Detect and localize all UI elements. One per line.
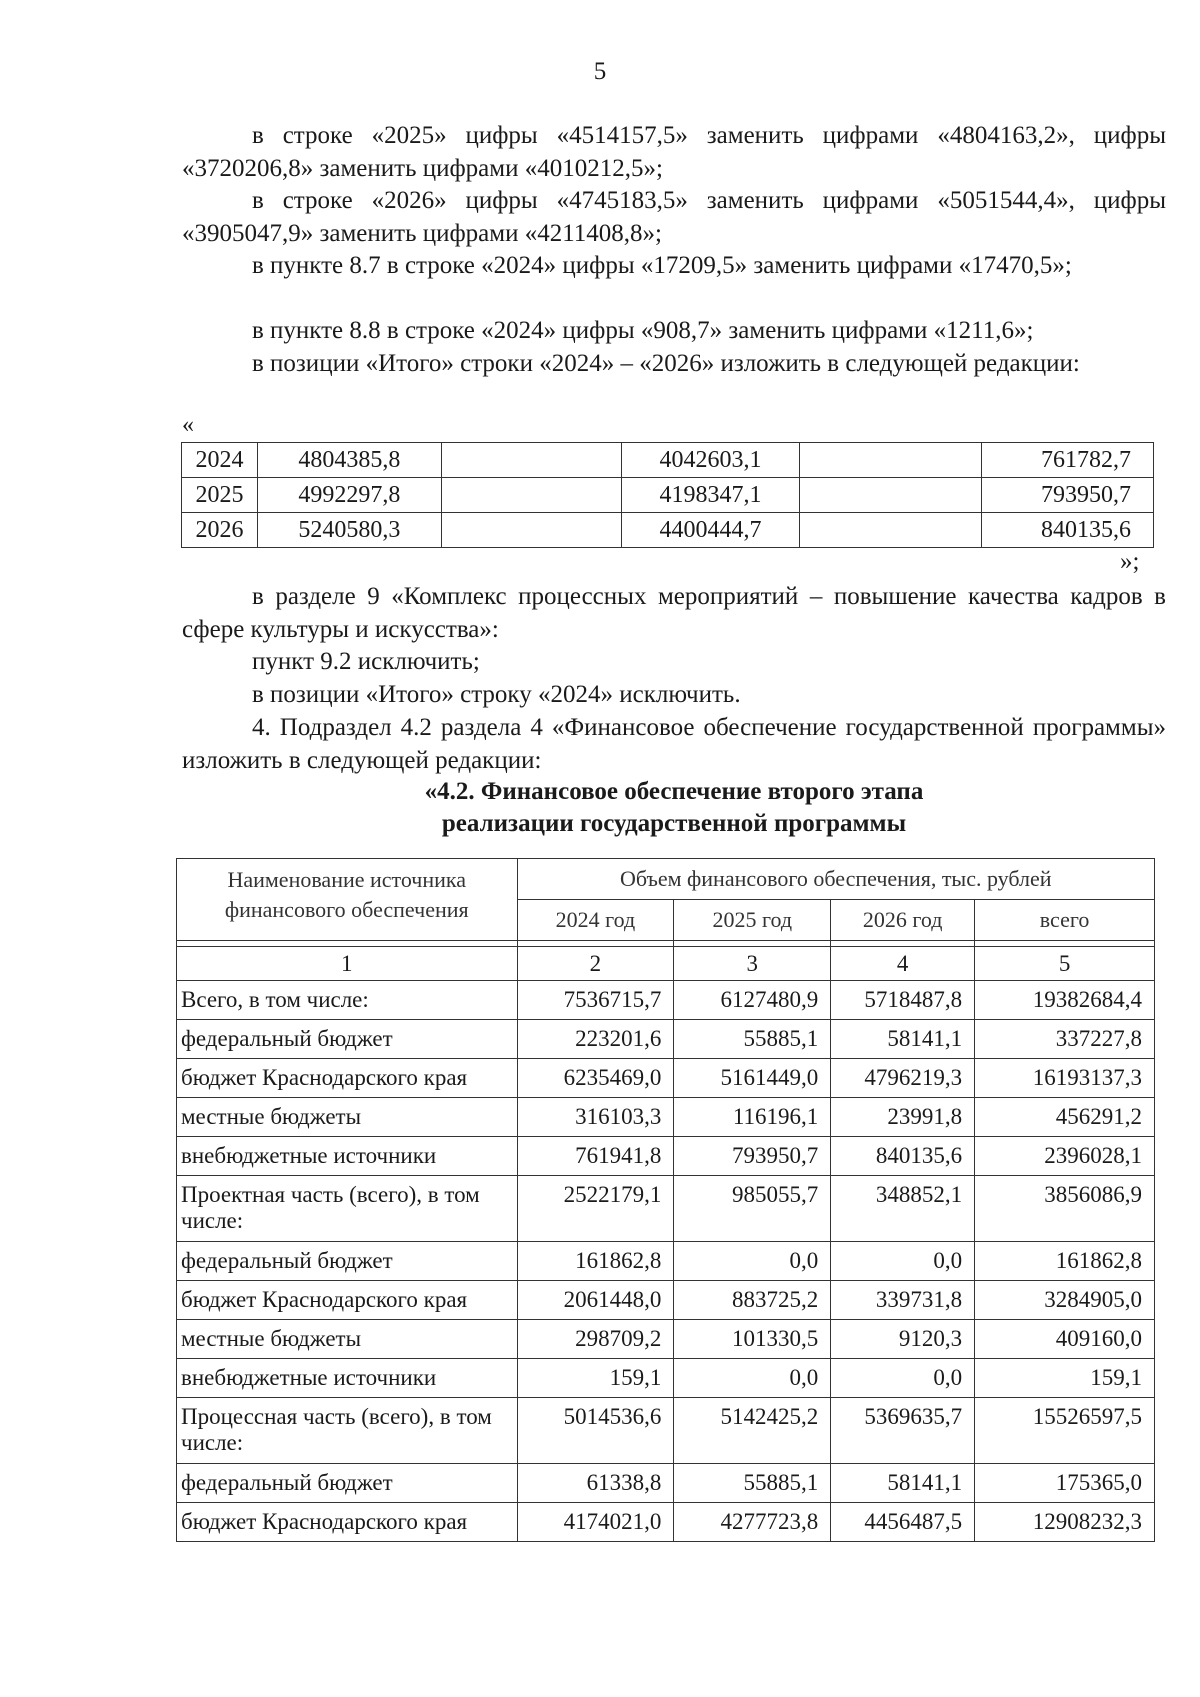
row-value-v2026: 4796219,3 <box>831 1059 975 1098</box>
header-year: 2024 год <box>517 900 674 941</box>
paragraph: в позиции «Итого» строки «2024» – «2026» изложить в следующей редакции: <box>252 350 1080 377</box>
table-row <box>177 1176 1155 1242</box>
row-value-v2025: 0,0 <box>674 1242 831 1281</box>
totals-cell-c5 <box>800 478 982 513</box>
totals-table <box>181 442 1154 548</box>
totals-cell-c3 <box>441 443 621 478</box>
quote-close-mark: »; <box>1120 548 1140 575</box>
table-row <box>177 1281 1155 1320</box>
table-row <box>177 1359 1155 1398</box>
totals-cell-c5 <box>800 513 982 548</box>
row-value-total: 19382684,4 <box>975 981 1155 1020</box>
row-label: федеральный бюджет <box>177 1464 518 1503</box>
row-value-v2025: 5142425,2 <box>674 1398 831 1464</box>
totals-row <box>182 478 1154 513</box>
row-value-v2025: 116196,1 <box>674 1098 831 1137</box>
column-number: 5 <box>975 947 1155 981</box>
table-row <box>177 981 1155 1020</box>
row-label: внебюджетные источники <box>177 1359 518 1398</box>
table-row <box>177 1137 1155 1176</box>
row-value-v2026: 339731,8 <box>831 1281 975 1320</box>
header-volume: Объем финансового обеспечения, тыс. рублей <box>517 859 1155 900</box>
table-row <box>177 1059 1155 1098</box>
header-source: Наименование источника финансового обеспечения <box>177 859 518 941</box>
column-number: 3 <box>674 947 831 981</box>
row-value-total: 16193137,3 <box>975 1059 1155 1098</box>
row-label: местные бюджеты <box>177 1098 518 1137</box>
row-label: бюджет Краснодарского края <box>177 1059 518 1098</box>
row-label: бюджет Краснодарского края <box>177 1503 518 1542</box>
paragraph: в строке «2026» цифры «4745183,5» заменить цифрами «5051544,4», цифры «3905047,9» заменить цифрами «4211408,8»; <box>182 187 1166 247</box>
paragraph: в разделе 9 «Комплекс процессных мероприятий – повышение качества кадров в сфере культуры и искусства»: <box>182 583 1166 643</box>
totals-cell-total: 4804385,8 <box>257 443 441 478</box>
table-row <box>177 1398 1155 1464</box>
row-value-total: 12908232,3 <box>975 1503 1155 1542</box>
row-value-total: 3284905,0 <box>975 1281 1155 1320</box>
row-value-v2024: 7536715,7 <box>517 981 674 1020</box>
table-row <box>177 1020 1155 1059</box>
row-value-total: 175365,0 <box>975 1464 1155 1503</box>
page-number: 5 <box>593 58 607 85</box>
row-value-v2024: 4174021,0 <box>517 1503 674 1542</box>
row-value-total: 409160,0 <box>975 1320 1155 1359</box>
totals-cell-c6: 840135,6 <box>982 513 1154 548</box>
row-value-v2024: 161862,8 <box>517 1242 674 1281</box>
row-value-v2026: 58141,1 <box>831 1020 975 1059</box>
row-value-v2026: 9120,3 <box>831 1320 975 1359</box>
row-value-v2025: 0,0 <box>674 1359 831 1398</box>
row-value-total: 161862,8 <box>975 1242 1155 1281</box>
table-row <box>177 1503 1155 1542</box>
row-value-v2026: 5718487,8 <box>831 981 975 1020</box>
quote-open-mark: « <box>182 412 194 438</box>
section-heading-line2: реализации государственной программы <box>441 810 907 837</box>
section-heading-line1: «4.2. Финансовое обеспечение второго этапа <box>424 778 924 805</box>
row-label: бюджет Краснодарского края <box>177 1281 518 1320</box>
row-value-v2025: 793950,7 <box>674 1137 831 1176</box>
row-value-v2026: 0,0 <box>831 1242 975 1281</box>
row-value-v2026: 5369635,7 <box>831 1398 975 1464</box>
table-row <box>177 1320 1155 1359</box>
row-value-v2024: 2061448,0 <box>517 1281 674 1320</box>
paragraph: в пункте 8.7 в строке «2024» цифры «17209,5» заменить цифрами «17470,5»; <box>252 252 1072 279</box>
row-value-v2024: 2522179,1 <box>517 1176 674 1242</box>
totals-row <box>182 443 1154 478</box>
totals-cell-c3 <box>441 478 621 513</box>
row-value-v2024: 761941,8 <box>517 1137 674 1176</box>
row-label: внебюджетные источники <box>177 1137 518 1176</box>
paragraph: 4. Подраздел 4.2 раздела 4 «Финансовое обеспечение государственной программы» изложить в следующей редакции: <box>182 714 1166 774</box>
row-label: местные бюджеты <box>177 1320 518 1359</box>
row-value-v2025: 985055,7 <box>674 1176 831 1242</box>
totals-cell-c4: 4400444,7 <box>621 513 800 548</box>
totals-cell-c5 <box>800 443 982 478</box>
header-total: всего <box>975 900 1155 941</box>
column-number: 1 <box>177 947 518 981</box>
row-value-v2026: 348852,1 <box>831 1176 975 1242</box>
row-value-v2025: 55885,1 <box>674 1464 831 1503</box>
row-label: федеральный бюджет <box>177 1020 518 1059</box>
table-row <box>177 1098 1155 1137</box>
table-row <box>177 1464 1155 1503</box>
row-label: Процессная часть (всего), в том числе: <box>177 1398 518 1464</box>
totals-cell-c4: 4198347,1 <box>621 478 800 513</box>
totals-cell-year: 2026 <box>182 513 258 548</box>
row-label: Проектная часть (всего), в том числе: <box>177 1176 518 1242</box>
row-value-v2025: 55885,1 <box>674 1020 831 1059</box>
row-value-v2026: 23991,8 <box>831 1098 975 1137</box>
row-value-v2024: 298709,2 <box>517 1320 674 1359</box>
row-value-v2024: 316103,3 <box>517 1098 674 1137</box>
paragraph: в пункте 8.8 в строке «2024» цифры «908,7» заменить цифрами «1211,6»; <box>252 317 1034 344</box>
header-year: 2025 год <box>674 900 831 941</box>
totals-cell-c3 <box>441 513 621 548</box>
finance-table <box>176 858 1155 1542</box>
row-value-v2026: 58141,1 <box>831 1464 975 1503</box>
column-number: 2 <box>517 947 674 981</box>
row-value-v2024: 6235469,0 <box>517 1059 674 1098</box>
paragraph: в строке «2025» цифры «4514157,5» заменить цифрами «4804163,2», цифры «3720206,8» заменить цифрами «4010212,5»; <box>182 122 1166 182</box>
row-value-v2024: 61338,8 <box>517 1464 674 1503</box>
row-value-v2025: 6127480,9 <box>674 981 831 1020</box>
totals-cell-c6: 793950,7 <box>982 478 1154 513</box>
totals-cell-year: 2024 <box>182 443 258 478</box>
paragraph: в позиции «Итого» строку «2024» исключить. <box>252 681 741 708</box>
row-value-v2026: 840135,6 <box>831 1137 975 1176</box>
row-value-total: 337227,8 <box>975 1020 1155 1059</box>
row-label: Всего, в том числе: <box>177 981 518 1020</box>
totals-cell-year: 2025 <box>182 478 258 513</box>
row-value-v2025: 5161449,0 <box>674 1059 831 1098</box>
totals-cell-total: 5240580,3 <box>257 513 441 548</box>
row-value-v2024: 223201,6 <box>517 1020 674 1059</box>
row-value-v2024: 159,1 <box>517 1359 674 1398</box>
row-value-total: 3856086,9 <box>975 1176 1155 1242</box>
row-label: федеральный бюджет <box>177 1242 518 1281</box>
row-value-v2026: 0,0 <box>831 1359 975 1398</box>
row-value-v2026: 4456487,5 <box>831 1503 975 1542</box>
row-value-v2025: 101330,5 <box>674 1320 831 1359</box>
totals-row <box>182 513 1154 548</box>
row-value-total: 159,1 <box>975 1359 1155 1398</box>
totals-cell-c4: 4042603,1 <box>621 443 800 478</box>
row-value-v2025: 4277723,8 <box>674 1503 831 1542</box>
paragraph: пункт 9.2 исключить; <box>252 648 480 675</box>
row-value-total: 15526597,5 <box>975 1398 1155 1464</box>
row-value-v2025: 883725,2 <box>674 1281 831 1320</box>
totals-cell-total: 4992297,8 <box>257 478 441 513</box>
totals-cell-c6: 761782,7 <box>982 443 1154 478</box>
row-value-total: 456291,2 <box>975 1098 1155 1137</box>
column-number: 4 <box>831 947 975 981</box>
row-value-total: 2396028,1 <box>975 1137 1155 1176</box>
header-year: 2026 год <box>831 900 975 941</box>
row-value-v2024: 5014536,6 <box>517 1398 674 1464</box>
table-row <box>177 1242 1155 1281</box>
